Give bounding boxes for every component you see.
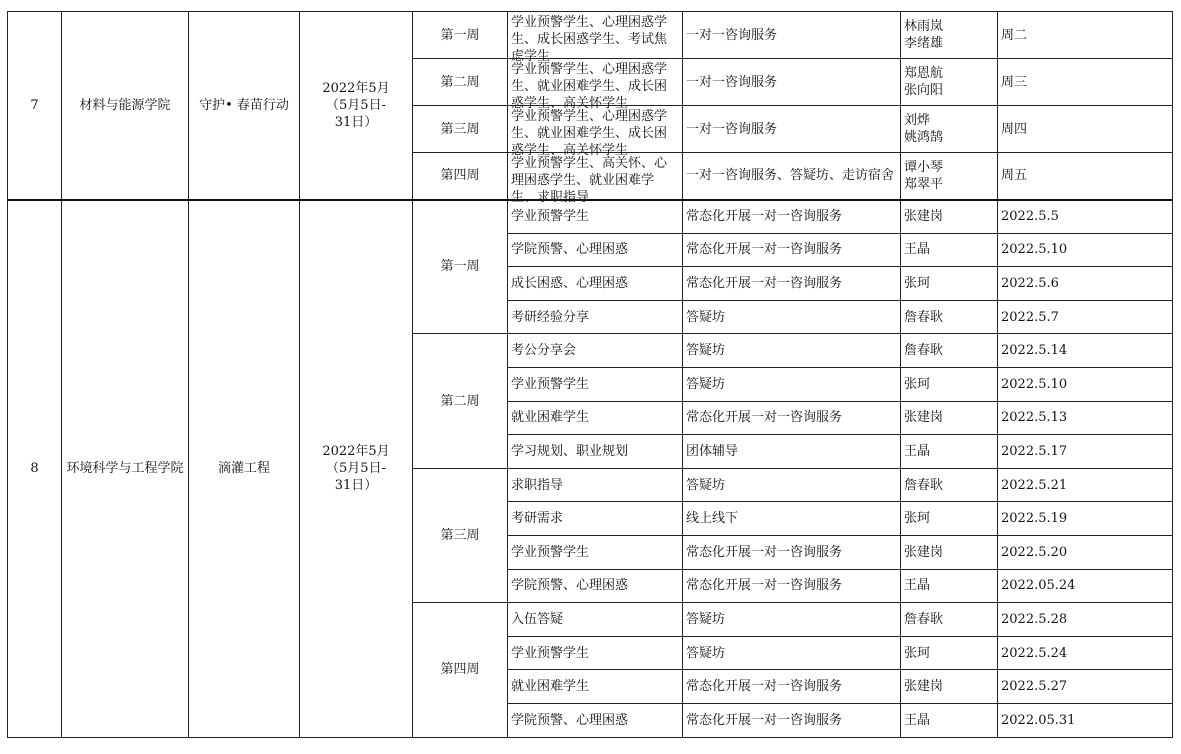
staff-name (901, 569, 998, 603)
schedule-table (7, 11, 1173, 738)
project-name: 滴灌工程 (189, 200, 300, 738)
target-group (508, 12, 683, 64)
target-group: 学业预警学生 (508, 535, 683, 569)
staff-line: 詹春耿 (904, 309, 944, 325)
service-type: 答疑坊 (683, 367, 901, 401)
period-line: 2022年5月 (322, 80, 390, 96)
staff-line: 林雨岚 (904, 19, 944, 34)
service-date: 2022.05.31 (998, 703, 1173, 737)
service-type: 线上线下 (683, 502, 901, 536)
staff-line: 詹春耿 (904, 477, 944, 493)
target-text: 学业预警学生、心理困惑学生、就业困难学生、成长困惑学生、高关怀学生 (511, 109, 668, 158)
college-name: 环境科学与工程学院 (62, 200, 189, 738)
staff-line: 詹春耿 (904, 343, 944, 359)
target-group: 学业预警学生 (508, 367, 683, 401)
service-date: 2022.5.19 (998, 502, 1173, 536)
period-line: 31日） (334, 114, 378, 130)
staff-name (901, 200, 998, 234)
service-type: 答疑坊 (683, 468, 901, 502)
target-text: 学业预警学生、心理困惑学生、就业困难学生、成长困惑学生、高关怀学生 (511, 62, 668, 111)
staff-line: 王晶 (904, 712, 931, 728)
staff-name (901, 502, 998, 536)
staff-line: 姚鸿鹄 (904, 130, 944, 145)
service-type: 常态化开展一对一咨询服务 (683, 200, 901, 234)
staff-line: 王晶 (904, 443, 931, 459)
period-line: （5月5日- (326, 461, 386, 476)
week-label: 第三周 (413, 106, 508, 153)
target-group: 就业困难学生 (508, 670, 683, 704)
staff-line: 张建岗 (904, 209, 944, 225)
service-type: 常态化开展一对一咨询服务 (683, 670, 901, 704)
staff-name (901, 535, 998, 569)
service-type: 一对一咨询服务 (683, 59, 901, 106)
staff-name (901, 435, 998, 469)
week-label: 第三周 (413, 468, 508, 602)
service-date: 2022.5.20 (998, 535, 1173, 569)
service-date: 2022.5.10 (998, 233, 1173, 267)
service-type: 一对一咨询服务 (683, 106, 901, 153)
staff-name (901, 300, 998, 334)
service-type: 常态化开展一对一咨询服务 (683, 267, 901, 301)
target-text: 学业预警学生、心理困惑学生、成长困惑学生、考试焦虑学生 (511, 15, 668, 64)
staff-name (901, 670, 998, 704)
service-type: 常态化开展一对一咨询服务 (683, 401, 901, 435)
service-type: 常态化开展一对一咨询服务 (683, 233, 901, 267)
service-type: 答疑坊 (683, 334, 901, 368)
staff-name (901, 106, 998, 153)
target-group: 学院预警、心理困惑 (508, 703, 683, 737)
staff-name (901, 267, 998, 301)
service-type: 常态化开展一对一咨询服务 (683, 535, 901, 569)
period-line: 31日） (334, 478, 378, 493)
service-date: 周五 (998, 153, 1173, 200)
period (300, 12, 413, 200)
service-type: 常态化开展一对一咨询服务 (683, 703, 901, 737)
staff-line: 刘烨 (904, 113, 931, 128)
service-date: 2022.5.14 (998, 334, 1173, 368)
period-line: 2022年5月 (322, 444, 390, 459)
service-date: 2022.5.17 (998, 435, 1173, 469)
staff-line: 张珂 (904, 511, 931, 527)
service-type: 一对一咨询服务 (683, 12, 901, 59)
staff-line: 张向阳 (904, 83, 944, 98)
staff-name (901, 367, 998, 401)
service-date: 2022.5.6 (998, 267, 1173, 301)
schedule-body (8, 12, 1173, 738)
week-label: 第二周 (413, 334, 508, 468)
week-label: 第二周 (413, 59, 508, 106)
target-group: 考研经验分享 (508, 300, 683, 334)
period-line: （5月5日- (326, 97, 386, 113)
staff-line: 李绪雄 (904, 36, 944, 51)
target-group (508, 153, 683, 205)
period (300, 200, 413, 738)
table-row (8, 200, 1173, 234)
service-date: 2022.5.28 (998, 603, 1173, 637)
target-text: 学业预警学生、高关怀、心理困惑学生、就业困难学生、求职指导 (511, 155, 668, 205)
staff-line: 王晶 (904, 242, 931, 258)
staff-name (901, 401, 998, 435)
target-group: 学业预警学生 (508, 636, 683, 670)
staff-line: 王晶 (904, 578, 931, 594)
service-date: 周四 (998, 106, 1173, 153)
staff-name (901, 636, 998, 670)
staff-line: 詹春耿 (904, 611, 944, 627)
staff-name (901, 12, 998, 59)
week-label: 第一周 (413, 12, 508, 59)
college-name: 材料与能源学院 (62, 12, 189, 200)
week-label: 第四周 (413, 603, 508, 737)
staff-line: 郑恩航 (904, 66, 944, 81)
service-date: 2022.5.7 (998, 300, 1173, 334)
service-type: 答疑坊 (683, 636, 901, 670)
project-name: 守护• 春苗行动 (189, 12, 300, 200)
target-group: 考研需求 (508, 502, 683, 536)
target-group: 学业预警学生 (508, 200, 683, 234)
target-group: 求职指导 (508, 468, 683, 502)
target-group: 学习规划、职业规划 (508, 435, 683, 469)
target-group: 成长困惑、心理困惑 (508, 267, 683, 301)
service-date: 周二 (998, 12, 1173, 59)
staff-line: 张珂 (904, 376, 931, 392)
staff-name (901, 703, 998, 737)
service-type: 答疑坊 (683, 603, 901, 637)
service-date: 2022.5.10 (998, 367, 1173, 401)
row-number: 8 (8, 200, 62, 738)
staff-line: 张珂 (904, 645, 931, 661)
target-group: 入伍答疑 (508, 603, 683, 637)
target-group (508, 106, 683, 158)
service-type: 一对一咨询服务、答疑坊、走访宿舍 (683, 153, 901, 200)
service-date: 2022.5.21 (998, 468, 1173, 502)
staff-line: 张珂 (904, 275, 931, 291)
target-group: 学院预警、心理困惑 (508, 569, 683, 603)
table-row (8, 12, 1173, 59)
service-date: 2022.5.24 (998, 636, 1173, 670)
service-date: 2022.5.27 (998, 670, 1173, 704)
staff-name (901, 468, 998, 502)
staff-line: 张建岗 (904, 410, 944, 426)
week-label: 第四周 (413, 153, 508, 200)
staff-name (901, 334, 998, 368)
staff-line: 张建岗 (904, 679, 944, 695)
staff-name (901, 603, 998, 637)
target-group (508, 59, 683, 111)
service-date: 2022.05.24 (998, 569, 1173, 603)
service-date: 周三 (998, 59, 1173, 106)
service-type: 常态化开展一对一咨询服务 (683, 569, 901, 603)
staff-name (901, 233, 998, 267)
service-date: 2022.5.13 (998, 401, 1173, 435)
staff-name (901, 59, 998, 106)
target-group: 就业困难学生 (508, 401, 683, 435)
target-group: 学院预警、心理困惑 (508, 233, 683, 267)
week-label: 第一周 (413, 200, 508, 334)
service-date: 2022.5.5 (998, 200, 1173, 234)
row-number: 7 (8, 12, 62, 200)
staff-line: 张建岗 (904, 544, 944, 560)
service-type: 答疑坊 (683, 300, 901, 334)
service-type: 团体辅导 (683, 435, 901, 469)
staff-name (901, 153, 998, 200)
staff-line: 郑翠平 (904, 176, 944, 192)
staff-line: 谭小琴 (904, 159, 944, 175)
target-group: 考公分享会 (508, 334, 683, 368)
